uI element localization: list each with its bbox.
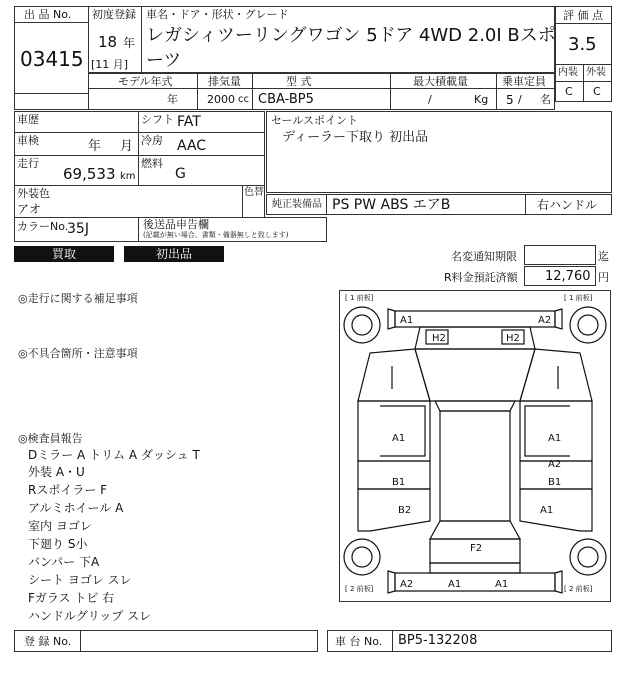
mark-left-rear-door: B1 bbox=[392, 477, 406, 488]
mark-hood-right: H2 bbox=[506, 333, 520, 344]
inspector-item: アルミホイール A bbox=[28, 501, 124, 515]
history-label: 車歴 bbox=[17, 113, 39, 126]
recycle-label: R料金預託済額 bbox=[444, 271, 518, 284]
type-label: 型 式 bbox=[286, 75, 312, 88]
grade-midline bbox=[583, 64, 584, 102]
corner-label-tl: [ 1 前板] bbox=[345, 294, 374, 302]
mark-right-rear-door-b: B1 bbox=[548, 477, 562, 488]
repaint-label: 色替 bbox=[244, 187, 264, 198]
first-reg-label: 初度登録 bbox=[92, 8, 136, 21]
score-divider bbox=[555, 23, 612, 24]
ext-color-label: 外装色 bbox=[17, 187, 50, 200]
inspector-item: バンパー 下A bbox=[28, 555, 100, 569]
inspector-item: 外装 A・U bbox=[28, 465, 85, 479]
equipment-label: 純正装備品 bbox=[272, 199, 322, 210]
cabin-outline bbox=[415, 349, 535, 539]
inspector-item: 下廻り S小 bbox=[28, 537, 88, 551]
inspector-item: Rスポイラー F bbox=[28, 483, 108, 497]
car-name-label: 車名・ドア・形状・グレード bbox=[146, 8, 289, 21]
score-value: 3.5 bbox=[568, 34, 597, 55]
mark-tailgate: F2 bbox=[470, 543, 483, 554]
reg-year: 18 bbox=[98, 33, 118, 51]
displacement-unit: cc bbox=[238, 94, 249, 105]
corner-label-br: [ 2 前板] bbox=[564, 585, 593, 593]
title-change-label: 名変通知期限 bbox=[451, 250, 517, 263]
score-label: 評 価 点 bbox=[563, 9, 603, 22]
mark-left-quarter: B2 bbox=[398, 505, 412, 516]
chassis-sep bbox=[392, 630, 393, 652]
capacity-value: 5 bbox=[506, 93, 514, 107]
inspection-label: 車検 bbox=[17, 134, 39, 147]
mark-front-bumper-left: A1 bbox=[400, 315, 414, 326]
mark-right-front-door: A1 bbox=[548, 433, 562, 444]
max-load-sep: / bbox=[428, 93, 432, 106]
interior-grade: C bbox=[565, 85, 573, 98]
mark-rear-bumper-a: A2 bbox=[400, 579, 414, 590]
mileage-unit: km bbox=[120, 171, 136, 182]
steering-value: 右ハンドル bbox=[537, 198, 598, 212]
docs-note: (記載が無い場合、書類・備器無しと致します) bbox=[143, 231, 289, 239]
inspector-item: Fガラス トビ 右 bbox=[28, 591, 115, 605]
mark-rear-bumper-b: A1 bbox=[448, 579, 462, 590]
shift-value: FAT bbox=[177, 114, 201, 130]
spec-sep-3 bbox=[390, 73, 391, 110]
shift-label: シフト bbox=[141, 113, 174, 126]
fender-outline bbox=[358, 349, 592, 401]
capacity-unit: 名 bbox=[540, 93, 551, 106]
mark-front-bumper-right: A2 bbox=[538, 315, 552, 326]
mark-rear-bumper-c: A1 bbox=[495, 579, 509, 590]
spec-sep-4 bbox=[496, 73, 497, 110]
corner-label-bl: [ 2 前板] bbox=[345, 585, 374, 593]
grade-midrow bbox=[555, 81, 612, 82]
ac-label: 冷房 bbox=[141, 134, 163, 147]
fuel-value: G bbox=[175, 166, 186, 182]
recycle-unit: 円 bbox=[598, 271, 609, 284]
registration-sep bbox=[80, 630, 81, 652]
mark-right-quarter: A1 bbox=[540, 505, 554, 516]
inspection-month: 月 bbox=[120, 139, 134, 154]
corner-label-tr: [ 1 前板] bbox=[564, 294, 593, 302]
ac-value: AAC bbox=[177, 138, 207, 154]
ext-color-value: アオ bbox=[17, 202, 41, 216]
left-door-panels bbox=[358, 401, 430, 531]
exterior-label: 外装 bbox=[586, 67, 606, 78]
chassis-number: BP5-132208 bbox=[398, 633, 478, 648]
title-change-box bbox=[524, 245, 596, 265]
steering-sep bbox=[525, 194, 526, 215]
inspection-year: 年 bbox=[88, 139, 102, 154]
model-year-unit: 年 bbox=[167, 93, 178, 106]
defects-heading: ◎不具合箇所・注意事項 bbox=[18, 347, 138, 360]
displacement-value: 2000 bbox=[207, 93, 235, 106]
mark-hood-left: H2 bbox=[432, 333, 446, 344]
mileage-label: 走行 bbox=[17, 157, 39, 170]
model-code: CBA-BP5 bbox=[258, 92, 314, 107]
mark-right-rear-door-a: A2 bbox=[548, 459, 562, 470]
max-load-unit: Kg bbox=[474, 93, 489, 106]
inspector-item: ハンドルグリップ スレ bbox=[28, 609, 152, 623]
wheel-icons bbox=[344, 307, 606, 575]
recycle-amount: 12,760 bbox=[545, 269, 591, 284]
inspector-item: 室内 ヨゴレ bbox=[28, 519, 92, 533]
title-change-unit: 迄 bbox=[598, 250, 609, 263]
lot-number: 03415 bbox=[20, 47, 84, 71]
damage-diagram bbox=[339, 290, 611, 602]
sales-point-value: ディーラー下取り 初出品 bbox=[282, 130, 429, 145]
rear-bumper-panel bbox=[388, 571, 562, 593]
spec-sep-2 bbox=[252, 73, 253, 110]
car-name-line1: レガシィツーリングワゴン 5ドア 4WD 2.0I Bスポ bbox=[146, 25, 556, 46]
inspector-heading: ◎検査員報告 bbox=[18, 432, 83, 445]
color-no-value: 35J bbox=[67, 221, 89, 237]
driving-heading: ◎走行に関する補足事項 bbox=[18, 292, 138, 305]
equipment-value: PS PW ABS エアB bbox=[332, 197, 451, 213]
max-load-label: 最大積載量 bbox=[413, 75, 468, 88]
reg-month: [11 月] bbox=[91, 58, 129, 71]
front-bumper-panel bbox=[388, 309, 562, 329]
model-year-label: モデル年式 bbox=[118, 75, 173, 88]
capacity-label: 乗車定員 bbox=[502, 75, 546, 88]
inspector-item: Dミラー A トリム A ダッシュ T bbox=[28, 448, 200, 462]
docs-label: 後送品申告欄 bbox=[143, 218, 209, 231]
lot-label: 出 品 No. bbox=[24, 8, 72, 21]
registration-label: 登 録 No. bbox=[24, 635, 72, 648]
mark-left-front-door: A1 bbox=[392, 433, 406, 444]
displacement-label: 排気量 bbox=[208, 75, 241, 88]
chassis-label: 車 台 No. bbox=[335, 635, 383, 648]
sales-point-label: セールスポイント bbox=[271, 114, 359, 127]
car-name-line2: ーツ bbox=[146, 50, 182, 71]
exterior-grade: C bbox=[593, 85, 601, 98]
interior-label: 内装 bbox=[558, 67, 578, 78]
fuel-label: 燃料 bbox=[141, 157, 163, 170]
tag-first-listing: 初出品 bbox=[124, 246, 224, 262]
equipment-sep bbox=[326, 194, 327, 215]
mileage-value: 69,533 bbox=[63, 165, 116, 183]
tag-kaitori: 買取 bbox=[14, 246, 114, 262]
inspector-item: シート ヨゴレ スレ bbox=[28, 573, 132, 587]
reg-year-unit: 年 bbox=[123, 36, 136, 50]
color-no-label: カラーNo. bbox=[17, 220, 69, 233]
spec-sep-1 bbox=[197, 73, 198, 110]
capacity-sep: / bbox=[518, 93, 522, 106]
